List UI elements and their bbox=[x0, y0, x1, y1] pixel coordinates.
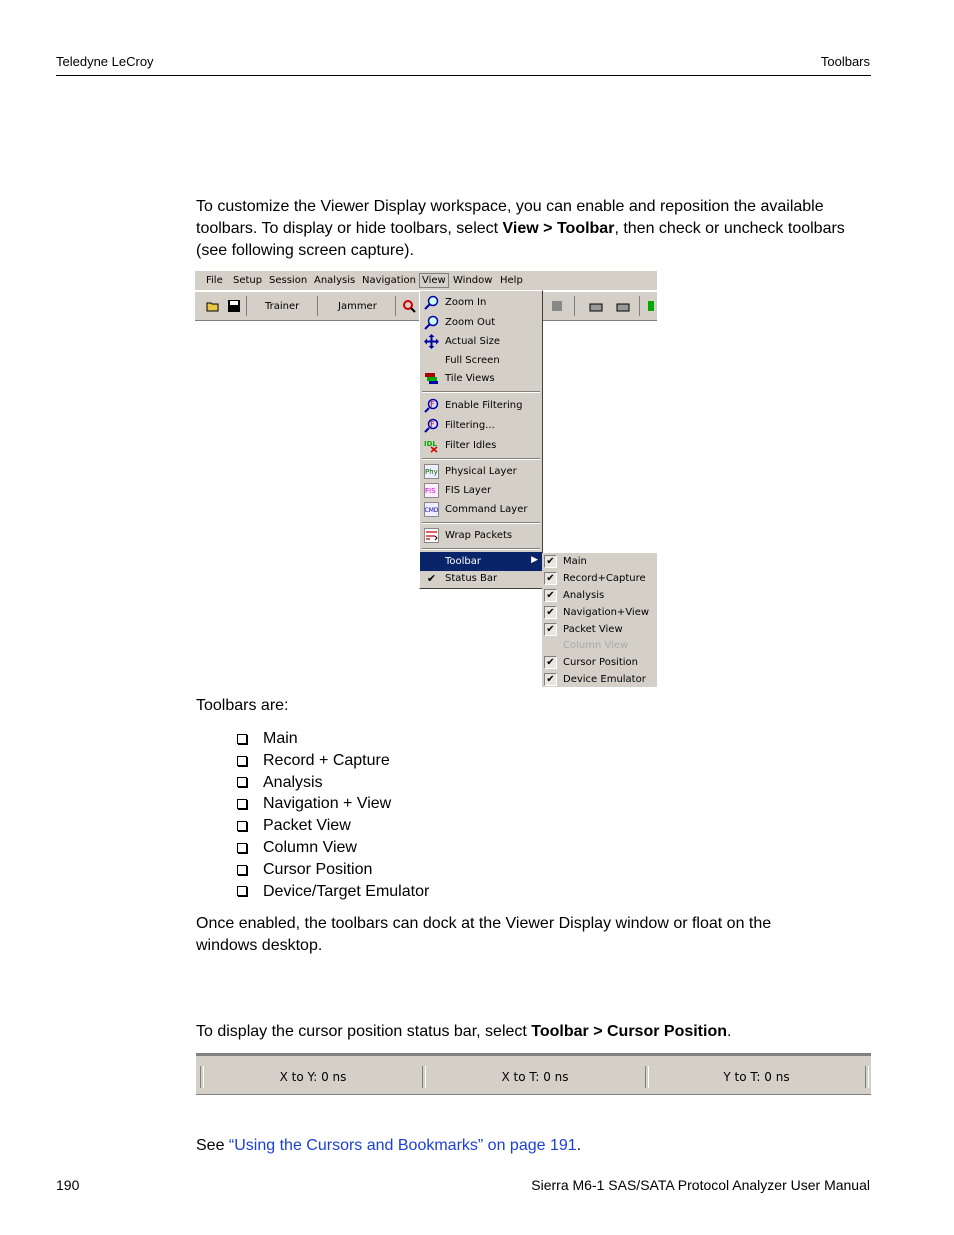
filter-icon bbox=[424, 418, 439, 433]
cursor-y-to-t: Y to T: 0 ns bbox=[723, 1070, 790, 1084]
filter-icon bbox=[424, 398, 439, 413]
menu-help[interactable]: Help bbox=[500, 275, 523, 286]
list-item: Record + Capture bbox=[237, 750, 429, 772]
phy-icon bbox=[424, 464, 439, 479]
menu-item-physical-layer[interactable]: Phy Physical Layer bbox=[425, 466, 517, 477]
intro-paragraph: To customize the Viewer Display workspace, you can enable and reposition the available toolbars. To display or hide toolbars, select View > Toolbar, then check or uncheck toolbars (see following screen capture). bbox=[196, 198, 845, 259]
check-icon: ✔ bbox=[544, 589, 557, 602]
toolbar-submenu bbox=[542, 553, 657, 687]
menu-item-full-screen[interactable]: Full Screen bbox=[445, 355, 500, 366]
toolbar-list bbox=[237, 728, 429, 902]
menu-setup[interactable]: Setup bbox=[233, 275, 263, 286]
checkbox-bullet-icon bbox=[237, 865, 247, 875]
menu-window[interactable]: Window bbox=[453, 275, 493, 286]
cursor-x-to-t: X to T: 0 ns bbox=[501, 1070, 569, 1084]
svg-text:CMD: CMD bbox=[424, 507, 439, 514]
filter-idles-icon bbox=[424, 438, 439, 453]
menu-item-tile-views[interactable]: Tile Views bbox=[420, 369, 542, 388]
menu-item-toolbar[interactable]: Toolbar ▶ bbox=[420, 552, 542, 571]
menu-item-actual-size[interactable]: Actual Size bbox=[420, 332, 542, 351]
checkbox-bullet-icon bbox=[237, 756, 247, 766]
status-green-icon[interactable] bbox=[647, 299, 655, 313]
export-icon[interactable] bbox=[616, 299, 630, 313]
list-item: Analysis bbox=[237, 772, 429, 794]
cursor-x-to-y: X to Y: 0 ns bbox=[279, 1070, 347, 1084]
see-paragraph: See “Using the Cursors and Bookmarks” on page 191. bbox=[196, 1137, 582, 1154]
checkbox-bullet-icon bbox=[237, 777, 247, 787]
toolbars-are-label: Toolbars are: bbox=[196, 697, 289, 714]
jammer-button[interactable]: Jammer bbox=[338, 301, 377, 312]
check-icon: ✔ bbox=[544, 555, 557, 568]
header-rule bbox=[56, 75, 871, 76]
search-red-icon[interactable] bbox=[402, 299, 416, 313]
wrap-icon bbox=[424, 528, 439, 543]
menu-item-enable-filtering[interactable]: F Enable Filtering bbox=[420, 396, 542, 415]
cursors-bookmarks-link[interactable]: “Using the Cursors and Bookmarks” on page 191 bbox=[228, 1137, 577, 1154]
menu-session[interactable]: Session bbox=[269, 275, 308, 286]
menu-item-fis-layer[interactable]: FIS FIS Layer bbox=[425, 485, 492, 496]
submenu-item-packet-view[interactable]: ✔ Packet View bbox=[542, 621, 657, 638]
svg-text:F: F bbox=[430, 420, 435, 429]
menu-view[interactable]: View bbox=[419, 273, 449, 288]
menu-item-zoom-out[interactable]: Zoom Out bbox=[420, 313, 542, 332]
checkbox-bullet-icon bbox=[237, 799, 247, 809]
save-icon[interactable] bbox=[227, 299, 241, 313]
submenu-item-main[interactable]: ✔ Main bbox=[542, 553, 657, 570]
menu-navigation[interactable]: Navigation bbox=[362, 275, 416, 286]
list-item: Cursor Position bbox=[237, 859, 429, 881]
check-icon: ✔ bbox=[544, 572, 557, 585]
list-item: Main bbox=[237, 728, 429, 750]
dock-paragraph: Once enabled, the toolbars can dock at the Viewer Display window or float on the windows desktop. bbox=[196, 915, 772, 954]
submenu-arrow-icon: ▶ bbox=[531, 555, 538, 565]
gear-gray-icon[interactable] bbox=[550, 299, 564, 313]
menu-file[interactable]: File bbox=[206, 275, 223, 286]
svg-text:FIS: FIS bbox=[425, 487, 436, 495]
move-arrows-icon bbox=[424, 334, 439, 349]
check-icon: ✔ bbox=[426, 572, 437, 585]
menu-item-command-layer[interactable]: CMD Command Layer bbox=[424, 504, 528, 515]
menu-item-wrap-packets[interactable]: Wrap Packets bbox=[420, 526, 542, 545]
svg-text:IDL: IDL bbox=[424, 440, 437, 448]
checkbox-bullet-icon bbox=[237, 886, 247, 896]
svg-text:Phy: Phy bbox=[425, 468, 438, 476]
page-number: 190 bbox=[56, 1177, 80, 1193]
zoom-in-icon bbox=[424, 295, 439, 310]
checkbox-bullet-icon bbox=[237, 843, 247, 853]
submenu-item-record-capture[interactable]: ✔ Record+Capture bbox=[542, 570, 657, 587]
check-icon: ✔ bbox=[544, 606, 557, 619]
check-icon: ✔ bbox=[544, 673, 557, 686]
menu-bar bbox=[195, 271, 657, 290]
cmd-icon bbox=[424, 502, 439, 517]
cursor-position-bar bbox=[196, 1053, 871, 1095]
menu-item-zoom-in[interactable]: Zoom In bbox=[420, 293, 542, 312]
submenu-item-cursor-position[interactable]: ✔ Cursor Position bbox=[542, 654, 657, 671]
open-folder-icon[interactable] bbox=[206, 299, 220, 313]
zoom-out-icon bbox=[424, 315, 439, 330]
check-icon: ✔ bbox=[544, 623, 557, 636]
list-item: Device/Target Emulator bbox=[237, 881, 429, 903]
menu-item-filtering[interactable]: F Filtering... bbox=[420, 416, 542, 435]
menu-item-status-bar[interactable]: ✔ Status Bar bbox=[420, 569, 542, 588]
tile-views-icon bbox=[424, 371, 439, 386]
header-left: Teledyne LeCroy bbox=[56, 54, 154, 69]
submenu-item-device-emulator[interactable]: ✔ Device Emulator bbox=[542, 671, 657, 688]
submenu-item-analysis[interactable]: ✔ Analysis bbox=[542, 587, 657, 604]
submenu-item-navigation-view[interactable]: ✔ Navigation+View bbox=[542, 604, 657, 621]
menu-item-filter-idles[interactable]: IDL Filter Idles bbox=[424, 440, 497, 451]
footer-title: Sierra M6-1 SAS/SATA Protocol Analyzer User Manual bbox=[531, 1177, 870, 1193]
checkbox-bullet-icon bbox=[237, 734, 247, 744]
view-menu-screenshot bbox=[195, 271, 657, 687]
trainer-button[interactable]: Trainer bbox=[265, 301, 300, 312]
list-item: Navigation + View bbox=[237, 793, 429, 815]
svg-text:F: F bbox=[430, 400, 435, 409]
view-menu bbox=[419, 290, 543, 589]
print-icon[interactable] bbox=[589, 299, 603, 313]
list-item: Column View bbox=[237, 837, 429, 859]
list-item: Packet View bbox=[237, 815, 429, 837]
header-right: Toolbars bbox=[820, 54, 870, 69]
checkbox-bullet-icon bbox=[237, 821, 247, 831]
menu-analysis[interactable]: Analysis bbox=[314, 275, 356, 286]
cursor-paragraph: To display the cursor position status bar, select Toolbar > Cursor Position. bbox=[196, 1023, 732, 1040]
fis-icon bbox=[424, 483, 439, 498]
check-icon: ✔ bbox=[544, 656, 557, 669]
submenu-item-column-view: Column View bbox=[563, 640, 629, 651]
